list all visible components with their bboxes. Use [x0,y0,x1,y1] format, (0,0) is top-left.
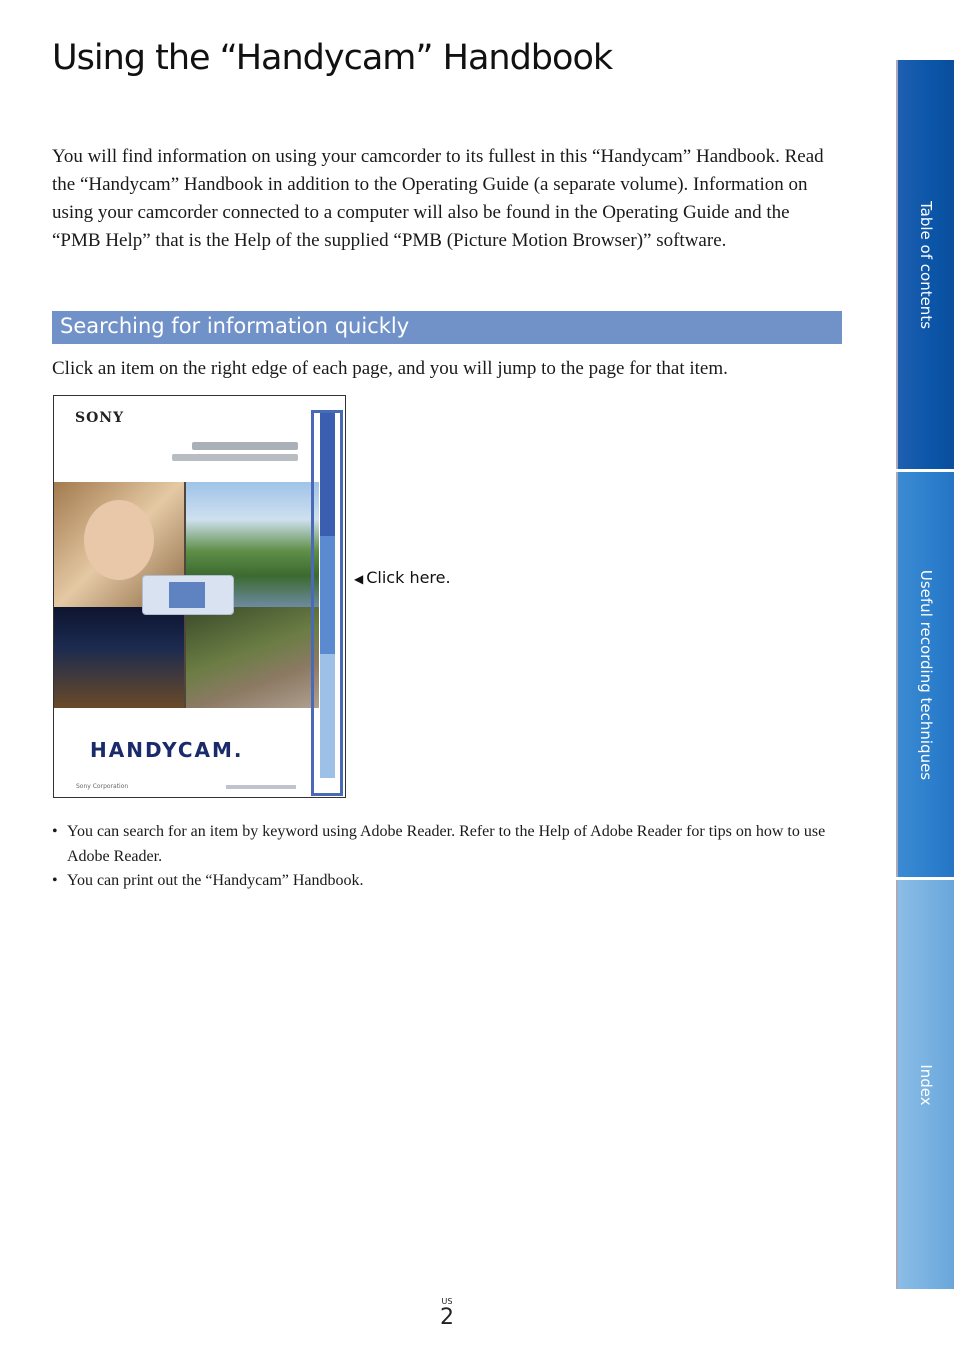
handbook-cover-illustration [53,395,346,798]
section-heading: Searching for information quickly [60,314,410,338]
bullet-icon: • [52,823,58,840]
page-title: Using the “Handycam” Handbook [52,38,613,78]
arrow-left-icon: ◀ [354,572,364,586]
click-here-label: Click here. [366,568,451,587]
sony-logo: SONY [75,410,125,426]
page-locale: US [441,1297,453,1306]
tab-table-of-contents[interactable] [896,60,954,469]
cover-model-blur [172,454,298,461]
page-number [440,1298,454,1330]
cover-footer-company: Sony Corporation [76,783,129,790]
cover-footer-code [226,785,296,789]
tab-label: Useful recording techniques [917,569,935,780]
section-heading-bar [52,311,842,344]
photo-cat [186,607,319,708]
tab-label: Index [917,1063,935,1106]
page-number-value: 2 [440,1305,454,1330]
list-item: • You can search for an item by keyword using Adobe Reader. Refer to the Help of Adobe Reader for tips on how to use Adobe Reader. [52,820,832,869]
handycam-logo: HANDYCAM. [90,738,244,762]
instruction-text: Click an item on the right edge of each page, and you will jump to the page for that item. [52,358,728,379]
bullet-icon: • [52,872,58,889]
intro-paragraph: You will find information on using your camcorder to its fullest in this “Handycam” Handbook. Read the “Handycam” Handbook in addition to the Operating Guide (a separate volume). Information on using your camcorder connected to a computer will also be found in the Operating Guide and the “PMB Help” that is the Help of the supplied “PMB (Picture Motion Browser)” software. [52,146,824,251]
tab-label: Table of contents [917,200,935,329]
cover-title-blur [192,442,298,450]
click-here-callout [354,568,451,587]
camcorder-icon [142,575,234,615]
cover-photo-collage [54,482,319,708]
tab-index[interactable] [896,880,954,1289]
notes-list [52,820,832,894]
list-item: • You can print out the “Handycam” Handbook. [52,869,832,894]
tab-highlight-frame [311,410,343,796]
tab-useful-recording-techniques[interactable] [896,472,954,877]
photo-city-night [54,607,184,708]
